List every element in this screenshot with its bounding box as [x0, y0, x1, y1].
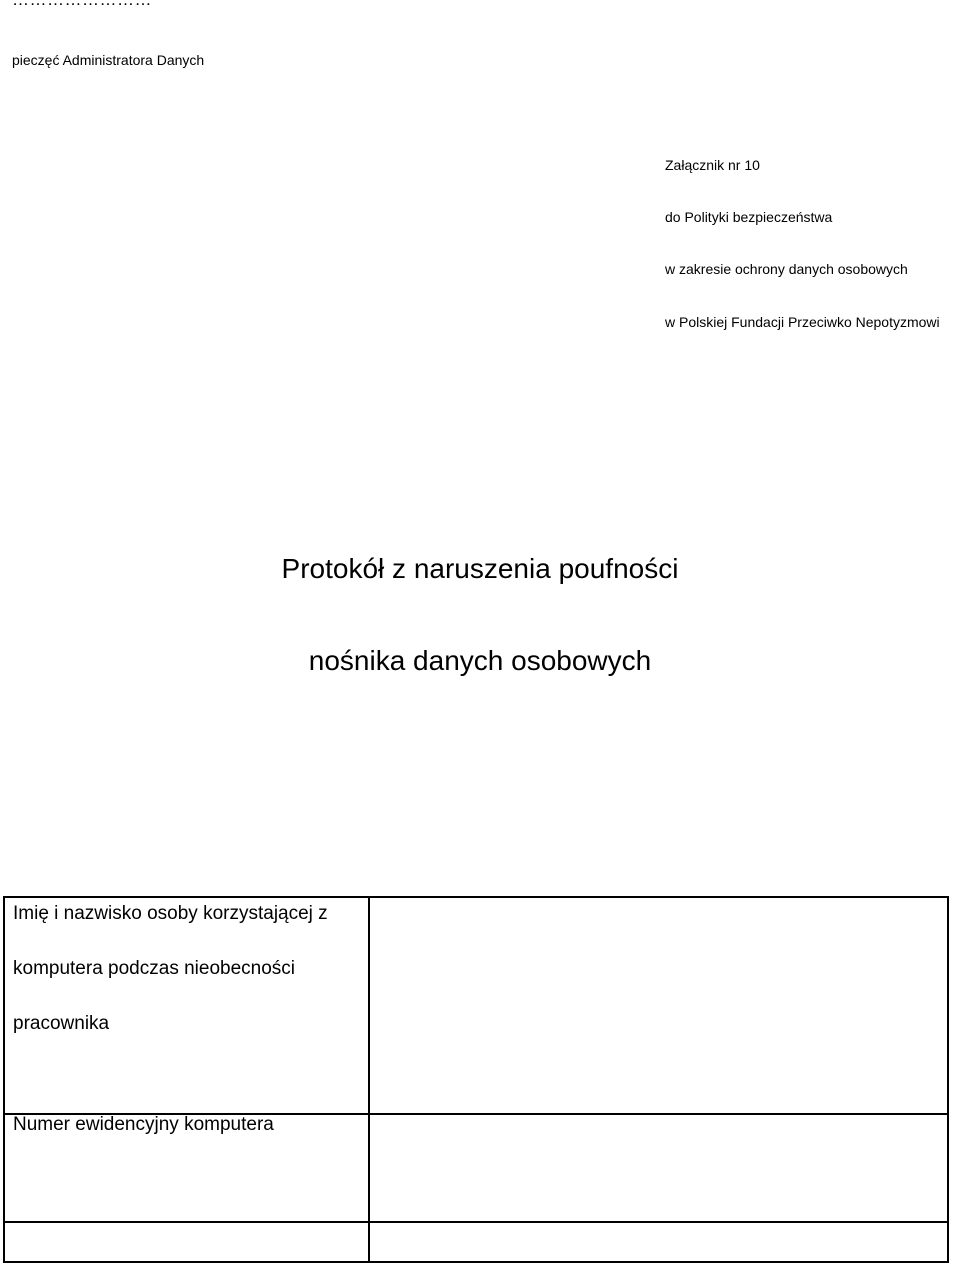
annex-policy: do Polityki bezpieczeństwa — [665, 209, 833, 225]
annex-scope: w zakresie ochrony danych osobowych — [665, 261, 908, 277]
form-label-user — [4, 897, 369, 1114]
form-label-line: Imię i nazwisko osoby korzystającej z — [13, 903, 328, 924]
table-row — [4, 1222, 948, 1262]
form-label-line: pracownika — [13, 1013, 110, 1034]
document-title-line2: nośnika danych osobowych — [308, 645, 652, 676]
form-field-empty[interactable] — [369, 1222, 948, 1262]
protocol-form-table — [3, 896, 949, 1263]
annex-organization: w Polskiej Fundacji Przeciwko Nepotyzmowi — [665, 314, 940, 330]
form-label-line: komputera podczas nieobecności — [13, 958, 296, 979]
annex-number: Załącznik nr 10 — [665, 157, 760, 173]
table-row — [4, 897, 948, 1114]
form-label-empty — [4, 1222, 369, 1262]
form-field-computer-number[interactable] — [369, 1114, 948, 1222]
form-field-user[interactable] — [369, 897, 948, 1114]
form-label-line: Numer ewidencyjny komputera — [13, 1114, 274, 1135]
document-title-line1: Protokół z naruszenia poufności — [281, 553, 679, 584]
form-label-computer-number — [4, 1114, 369, 1222]
table-row — [4, 1114, 948, 1222]
signature-dots — [12, 0, 152, 10]
stamp-label: pieczęć Administratora Danych — [12, 52, 205, 68]
